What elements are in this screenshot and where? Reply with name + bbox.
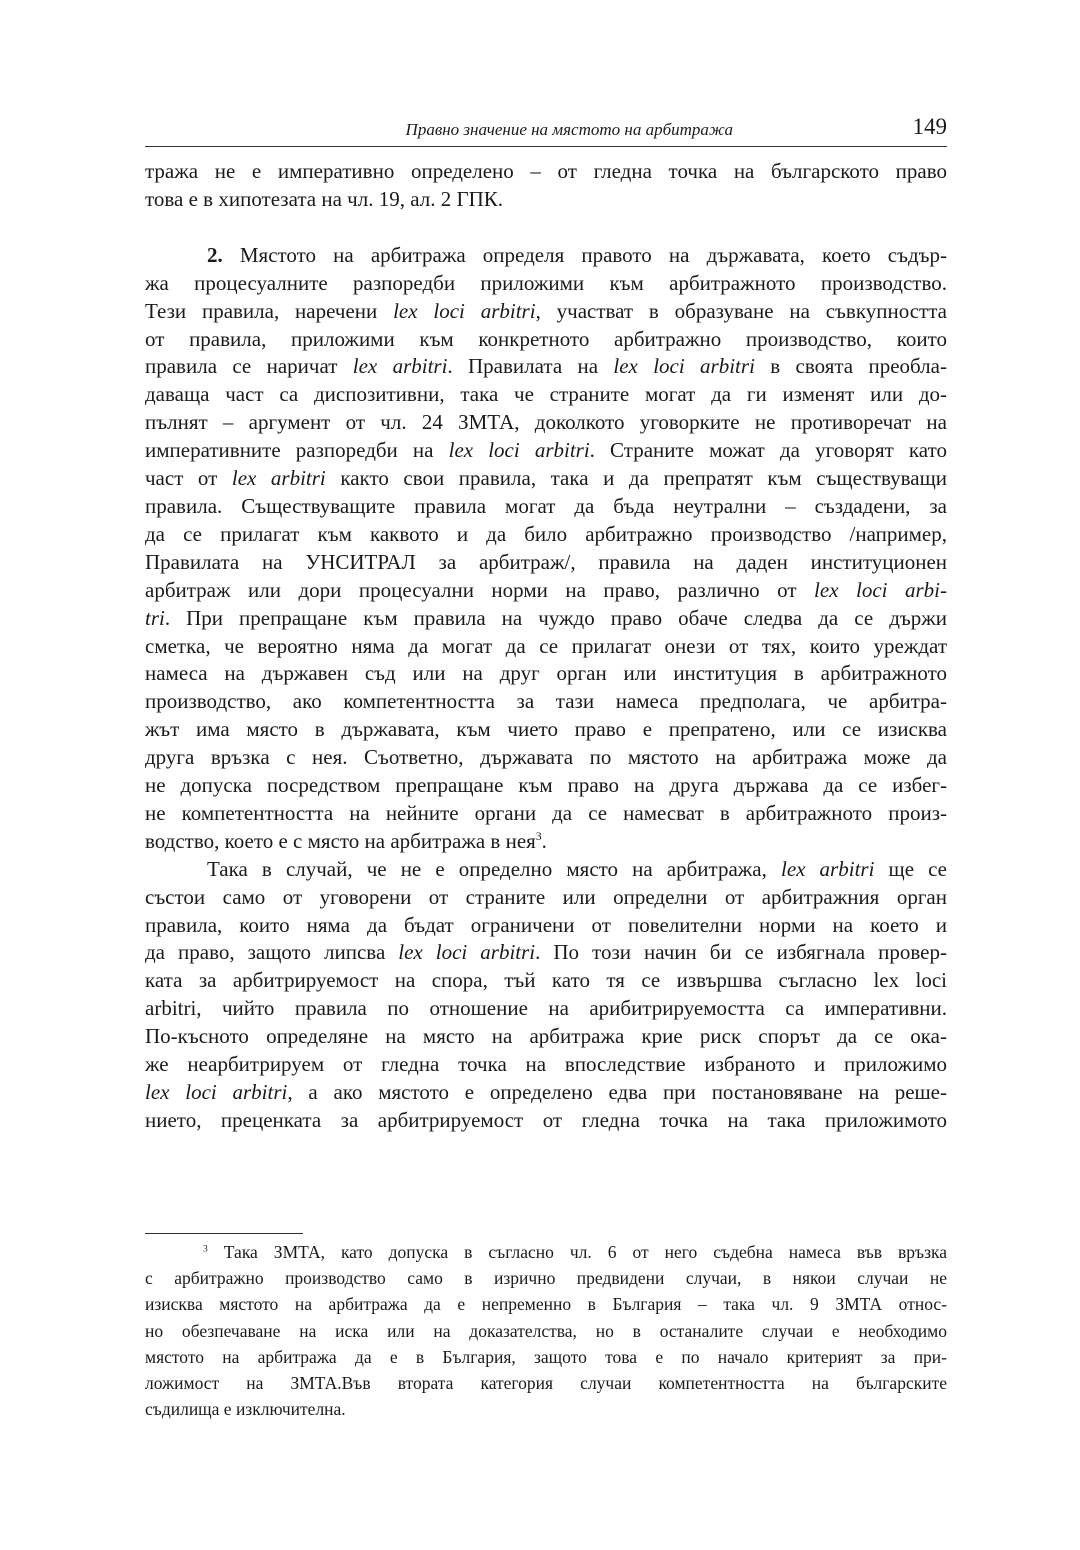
text-line: даваща част са диспозитивни, така че страните могат да ги изменят или до- <box>145 382 947 407</box>
text-line: друга връзка с нея. Съответно, държавата по мястото на арбитража може да <box>145 745 947 770</box>
footnote-line: ложимост на ЗМТА.Във втората категория случаи компетентността на българските <box>145 1373 947 1394</box>
text-line: По-късното определяне на място на арбитража крие риск спорът да се ока- <box>145 1024 947 1049</box>
text-line: правила. Съществуващите правила могат да бъда неутрални – създадени, за <box>145 493 947 518</box>
text-line: част от lex arbitri както свои правила, така и да препратят към съществуващи <box>145 466 948 491</box>
text-line: не допуска посредством препращане към право на друга държава да се избег- <box>145 773 947 798</box>
footnote-line: изисква мястото на арбитража да е непременно в България – така чл. 9 ЗМТА относ- <box>145 1294 947 1315</box>
text-line: 2. Мястото на арбитража определя правото на държавата, което съдър- <box>207 242 947 267</box>
text-line: ката за арбитрируемост на спора, тъй като тя се извършва съгласно lex loci <box>145 968 947 993</box>
text-line: сметка, че вероятно няма да могат да се прилагат онези от тях, които уреждат <box>145 633 947 658</box>
text-line: Така в случай, че не е определно място на арбитража, lex arbitri ще се <box>207 856 948 881</box>
text-line: производство, ако компетентността за тази намеса предполага, че арбитра- <box>145 689 947 714</box>
text-line: Правилата на УНСИТРАЛ за арбитраж/, правила на даден институционен <box>145 549 947 574</box>
text-line: да право, защото липсва lex loci arbitri. По този начин би се избягнала провер- <box>145 940 947 965</box>
text-line: arbitri, чийто правила по отношение на арибитрируемостта са императивни. <box>145 996 947 1021</box>
text-line: правила се наричат lex arbitri. Правилата на lex loci arbitri в своята преобла- <box>145 354 947 379</box>
text-line: императивните разпоредби на lex loci arbitri. Страните можат да уговорят като <box>145 438 947 463</box>
text-line: състои само от уговорени от страните или определни от арбитражния орган <box>145 884 947 909</box>
text-line: пълнят – аргумент от чл. 24 ЗМТА, доколкото уговорките не противоречат на <box>145 410 947 435</box>
text-line: арбитраж или дори процесуални норми на право, различно от lex loci arbi- <box>145 577 948 602</box>
footnote-marker: 3 <box>203 1243 208 1255</box>
footnote-line: мястото на арбитража да е в България, защото това е по начало критерият за при- <box>145 1346 947 1367</box>
footnote-line: но обезпечаване на иска или на доказателства, но в останалите случаи е необходимо <box>145 1320 947 1341</box>
page-number: 149 <box>912 114 947 139</box>
text-line: не компетентността на нейните органи да се намесват в арбитражното произ- <box>145 800 947 825</box>
footnote <box>145 1239 947 1422</box>
footnote-divider <box>145 1233 303 1234</box>
text-line: tri. При препращане към правила на чуждо право обаче следва да се държи <box>145 605 947 630</box>
text-line: да се прилагат към каквото и да било арбитражно производство /например, <box>145 521 947 546</box>
text-line: намеса на държавен съд или на друг орган или институция в арбитражното <box>145 661 947 686</box>
paragraph-number: 2. <box>207 242 223 267</box>
text-line: от правила, приложими към конкретното арбитражно производство, които <box>145 326 947 351</box>
text-line: нието, преценката за арбитрируемост от гледна точка на така приложимото <box>145 1107 947 1132</box>
running-title: Правно значение на мястото на арбитража <box>405 120 733 139</box>
text-line: lex loci arbitri, а ако мястото е определено едва при постановяване на реше- <box>145 1080 947 1104</box>
text-line: жът има място в държавата, към чието право е препратено, или се изисква <box>145 717 947 742</box>
text-line: жа процесуалните разпоредби приложими към арбитражното производство. <box>145 270 947 295</box>
text-line: правила, които няма да бъдат ограничени от повелителни норми на което и <box>145 912 947 937</box>
footnote-line: с арбитражно производство само в изрично предвидени случаи, в някои случаи не <box>145 1268 947 1289</box>
main-text <box>145 158 947 1135</box>
text-line: тража не е императивно определено – от гледна точка на българското право <box>145 159 947 183</box>
text-line: же неарбитрируем от гледна точка на впоследствие избраното и приложимо <box>145 1052 947 1077</box>
footnote-line: $^3$ Така ЗМТА, като допуска в съгласно чл. 6 от него съдебна намеса във връзка <box>203 1242 947 1262</box>
text-line: това е в хипотезата на чл. 19, ал. 2 ГПК. <box>145 186 504 211</box>
running-header <box>145 116 947 147</box>
text-line: Тези правила, наречени lex loci arbitri, участват в образуване на съвкупността <box>145 298 947 323</box>
text-line: водство, което е с място на арбитража в нея$^3$. <box>145 828 547 853</box>
footnote-line: съдилища е изключителна. <box>145 1399 346 1420</box>
footnote-reference[interactable]: 3 <box>535 830 542 843</box>
